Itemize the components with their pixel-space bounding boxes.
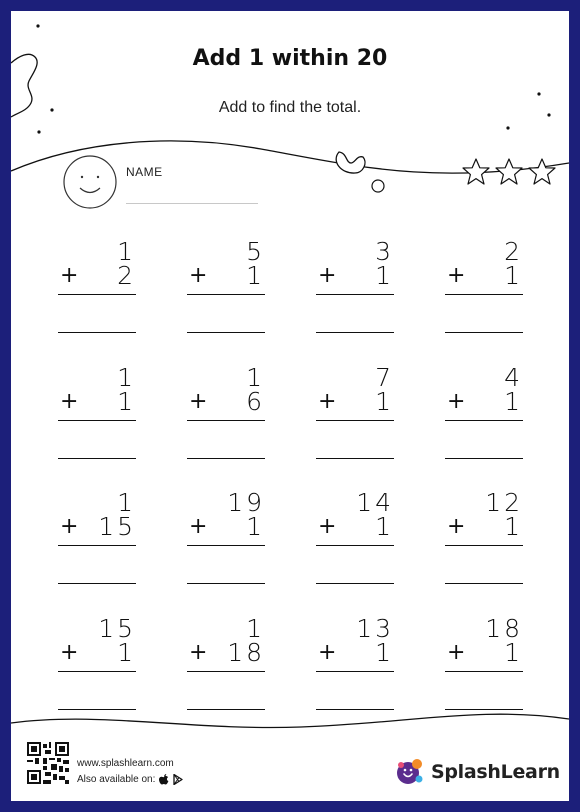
answer-blank[interactable] [58,709,136,710]
answer-blank[interactable] [445,709,523,710]
plus-sign: + [189,263,208,288]
answer-blank[interactable] [445,458,523,459]
plus-sign: + [318,263,337,288]
problem-15 [316,615,396,725]
top-number: 19 [227,488,265,517]
website-link[interactable]: www.splashlearn.com [77,758,174,769]
apple-icon[interactable] [159,774,169,785]
answer-blank[interactable] [58,583,136,584]
top-number: 2 [504,237,523,266]
worksheet-title: Add 1 within 20 [192,46,388,71]
top-number: 12 [485,488,523,517]
star-icon [529,159,555,184]
top-number: 13 [356,614,394,643]
answer-blank[interactable] [316,709,394,710]
plus-sign: + [60,263,79,288]
worksheet-page [11,11,569,801]
sum-rule [187,294,265,295]
problem-10 [187,489,267,599]
bottom-number: 1 [246,261,265,290]
plus-sign: + [447,514,466,539]
sum-rule [316,420,394,421]
bottom-number: 15 [98,512,136,541]
problem-12 [445,489,525,599]
top-number: 7 [375,363,394,392]
sum-rule [58,294,136,295]
sparkle-dot [537,92,540,95]
sum-rule [187,671,265,672]
plus-sign: + [189,514,208,539]
bottom-number: 1 [246,512,265,541]
top-number: 1 [117,237,136,266]
answer-blank[interactable] [187,458,265,459]
blob-decoration [336,152,365,173]
sparkle-dot [506,126,509,129]
sum-rule [316,294,394,295]
sum-rule [445,420,523,421]
problem-13 [58,615,138,725]
bottom-number: 1 [375,387,394,416]
top-number: 18 [485,614,523,643]
name-label: NAME [126,165,163,179]
problem-5 [58,364,138,474]
answer-blank[interactable] [316,332,394,333]
top-number: 1 [246,363,265,392]
sum-rule [187,545,265,546]
problem-16 [445,615,525,725]
plus-sign: + [447,640,466,665]
plus-sign: + [189,389,208,414]
sum-rule [58,671,136,672]
sum-rule [445,545,523,546]
top-number: 4 [504,363,523,392]
answer-blank[interactable] [316,583,394,584]
problem-1 [58,238,138,348]
top-number: 14 [356,488,394,517]
sum-rule [187,420,265,421]
sum-rule [445,294,523,295]
bottom-number: 1 [504,512,523,541]
play-store-icon[interactable] [173,774,183,785]
bottom-number: 1 [504,638,523,667]
problem-8 [445,364,525,474]
bottom-number: 1 [375,261,394,290]
sum-rule [316,545,394,546]
bottom-number: 1 [504,261,523,290]
worksheet-instructions: Add to find the total. [218,99,362,116]
splashlearn-logo-icon [395,757,425,787]
smiley-face-icon [64,156,116,208]
sum-rule [445,671,523,672]
plus-sign: + [447,389,466,414]
problem-6 [187,364,267,474]
top-number: 1 [117,363,136,392]
problem-14 [187,615,267,725]
answer-blank[interactable] [58,458,136,459]
answer-blank[interactable] [187,583,265,584]
splashlearn-brand[interactable] [395,757,560,787]
star-icon [463,159,489,184]
answer-blank[interactable] [187,332,265,333]
answer-blank[interactable] [187,709,265,710]
bubble-decoration [372,180,384,192]
top-number: 15 [98,614,136,643]
bottom-number: 18 [227,638,265,667]
name-field[interactable] [126,203,258,204]
top-number: 3 [375,237,394,266]
qr-code-icon[interactable] [27,742,69,784]
plus-sign: + [189,640,208,665]
brand-name: SplashLearn [431,761,560,783]
sum-rule [58,545,136,546]
star-icon [496,159,522,184]
plus-sign: + [318,389,337,414]
top-number: 1 [117,488,136,517]
sum-rule [316,671,394,672]
bottom-number: 1 [117,387,136,416]
problem-2 [187,238,267,348]
availability-note [77,774,183,785]
answer-blank[interactable] [58,332,136,333]
problem-3 [316,238,396,348]
plus-sign: + [447,263,466,288]
answer-blank[interactable] [445,583,523,584]
bottom-number: 1 [504,387,523,416]
problem-7 [316,364,396,474]
sum-rule [58,420,136,421]
problem-9 [58,489,138,599]
bottom-number: 1 [375,638,394,667]
plus-sign: + [318,514,337,539]
top-number: 1 [246,614,265,643]
plus-sign: + [60,514,79,539]
bottom-number: 1 [117,638,136,667]
problem-4 [445,238,525,348]
answer-blank[interactable] [445,332,523,333]
problem-11 [316,489,396,599]
sparkle-dot [37,130,40,133]
sparkle-dot [36,24,39,27]
bottom-number: 6 [246,387,265,416]
bottom-number: 2 [117,261,136,290]
plus-sign: + [60,389,79,414]
availability-label: Also available on: [77,774,156,785]
answer-blank[interactable] [316,458,394,459]
top-number: 5 [246,237,265,266]
plus-sign: + [60,640,79,665]
bottom-number: 1 [375,512,394,541]
plus-sign: + [318,640,337,665]
